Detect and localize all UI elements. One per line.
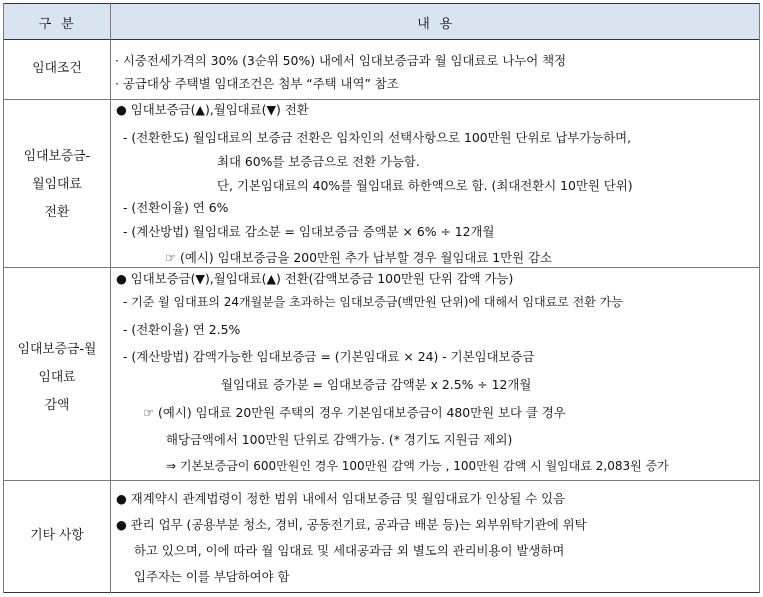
row1-line-2: · 공급대상 주택별 임대조건은 첨부 “주택 내역” 참조 (115, 76, 399, 91)
row3-line-6: ☞ (예시) 임대료 20만원 주택의 경우 기본임대보증금이 480만원 보다 클 경우 (143, 405, 566, 420)
row2-line-6: - (계산방법) 월임대료 감소분 = 임대보증금 증액분 × 6% ÷ 12개월 (123, 224, 495, 239)
row-label-deposit-reduction-2: 임대료 (38, 370, 76, 385)
row4-line-3: 하고 있으며, 이에 따라 월 임대료 및 세대공과금 외 별도의 관리비용이 발생하며 (134, 543, 565, 558)
border-row3 (3, 480, 760, 481)
row4-line-2: ● 관리 업무 (공용부분 청소, 경비, 공동전기료, 공과금 배분 등)는 외부위탁기관에 위탁 (116, 517, 587, 532)
row2-line-7: ☞ (예시) 임대보증금을 200만원 추가 납부할 경우 월임대료 1만원 감소 (165, 250, 552, 265)
border-left (3, 3, 4, 593)
border-top (3, 3, 760, 4)
row2-line-4: 단, 기본임대료의 40%를 월임대료 하한액으로 함. (최대전환시 10만원 단위) (217, 178, 633, 193)
border-col (110, 3, 111, 593)
row3-line-8: ⇒ 기본보증금이 600만원인 경우 100만원 감액 가능 , 100만원 감액 시 월임대료 2,083원 증가 (166, 459, 669, 473)
row3-line-5: 월임대료 증가분 = 임대보증금 감액분 x 2.5% ÷ 12개월 (221, 377, 532, 392)
row3-line-4: - (계산방법) 감액가능한 임대보증금 = (기본임대료 × 24) - 기본임대보증금 (123, 349, 535, 364)
row3-line-1: ● 임대보증금(▼),월임대료(▲) 전환(감액보증금 100만원 단위 감액 가능) (116, 271, 514, 286)
border-row1 (3, 99, 760, 100)
border-right (759, 3, 760, 593)
row3-line-2: - 기준 월 임대표의 24개월분을 초과하는 임대보증금(백만원 단위)에 대해서 임대료로 전환 가능 (123, 295, 623, 309)
row4-line-1: ● 재계약시 관계법령이 정한 범위 내에서 임대보증금 및 월임대료가 인상될 수 있음 (116, 491, 566, 506)
row2-line-5: - (전환이율) 연 6% (123, 200, 229, 215)
rental-conditions-table (3, 3, 760, 593)
row4-line-4: 입주자는 이를 부담하여야 함 (134, 569, 290, 584)
row-label-deposit-conversion-2: 월임대료 (32, 177, 82, 192)
row-label-deposit-conversion-1: 임대보증금- (23, 149, 91, 164)
row1-line-1: · 시중전세가격의 30% (3순위 50%) 내에서 임대보증금과 월 임대료로 나누어 책정 (115, 53, 567, 68)
row-label-other-matters: 기타 사항 (30, 528, 84, 543)
border-row2 (3, 267, 760, 268)
border-bottom (3, 592, 760, 593)
header-col-content: 내 용 (417, 17, 453, 32)
row-label-deposit-reduction-3: 감액 (44, 398, 70, 413)
row2-line-2: - (전환한도) 월임대료의 보증금 전환은 임차인의 선택사항으로 100만원 단위로 납부가능하며, (123, 130, 632, 145)
row-label-deposit-reduction-1: 임대보증금-월 (17, 342, 97, 357)
row2-line-1: ● 임대보증금(▲),월임대료(▼) 전환 (116, 102, 309, 117)
row3-line-7: 해당금액에서 100만원 단위로 감액가능. (* 경기도 지원금 제외) (166, 432, 513, 447)
row-label-rental-terms: 임대조건 (32, 61, 82, 76)
border-header (3, 39, 760, 40)
row-label-deposit-conversion-3: 전환 (44, 205, 70, 220)
row2-line-3: 최대 60%를 보증금으로 전환 가능함. (217, 154, 420, 169)
header-col-category: 구 분 (38, 17, 75, 32)
row3-line-3: - (전환이율) 연 2.5% (123, 322, 241, 337)
